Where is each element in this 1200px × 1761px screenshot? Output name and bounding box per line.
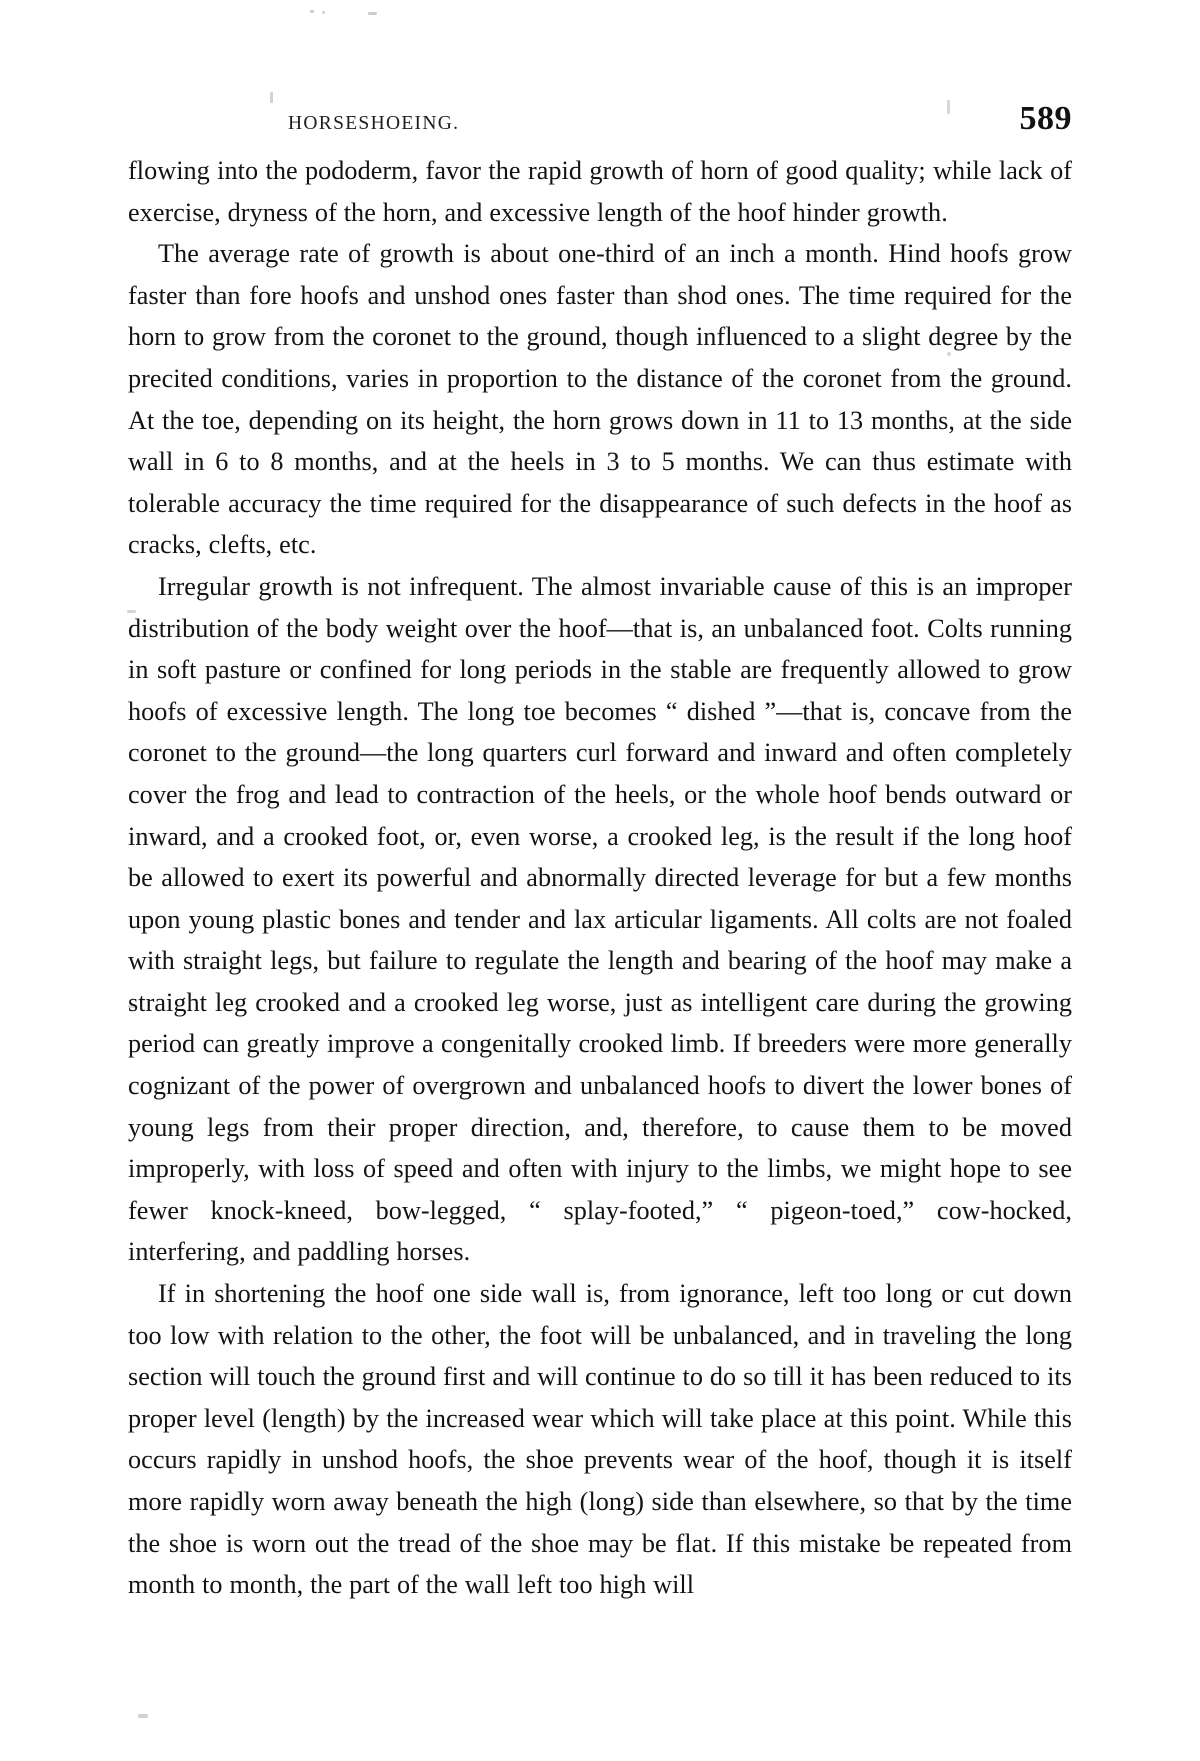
- page-number: 589: [1019, 100, 1072, 137]
- running-head: HORSESHOEING.: [288, 113, 460, 134]
- scan-speck: [368, 12, 377, 15]
- scan-speck: [322, 11, 325, 14]
- paragraph: The average rate of growth is about one-third of an inch a month. Hind hoofs grow faster than fore hoofs and unshod ones faster than shod ones. The time required for the horn to grow from the coronet to the ground, though influenced to a slight degree by the precited conditions, varies in proportion to the distance of the coronet from the ground. At the toe, depending on its height, the horn grows down in 11 to 13 months, at the side wall in 6 to 8 months, and at the heels in 3 to 5 months. We can thus estimate with tolerable accuracy the time required for the disappearance of such defects in the hoof as cracks, clefts, etc.: [128, 239, 1072, 560]
- paragraph: flowing into the pododerm, favor the rapid growth of horn of good quality; while lack of exercise, dryness of the horn, and excessive length of the hoof hinder growth.: [128, 156, 1072, 227]
- paragraph: If in shortening the hoof one side wall is, from ignorance, left too long or cut down too low with relation to the other, the foot will be unbalanced, and in traveling the long section will touch the ground first and will continue to do so till it has been reduced to its proper level (length) by the increased wear which will take place at this point. While this occurs rapidly in unshod hoofs, the shoe prevents wear of the hoof, though it is itself more rapidly worn away beneath the high (long) side than elsewhere, so that by the time the shoe is worn out the tread of the shoe may be flat. If this mistake be repeated from month to month, the part of the wall left too high will: [128, 1279, 1072, 1600]
- body-text: [128, 150, 1072, 1606]
- page-header: [128, 100, 1072, 138]
- paragraph: Irregular growth is not infrequent. The almost invariable cause of this is an improper distribution of the body weight over the hoof—that is, an unbalanced foot. Colts running in soft pasture or confined for long periods in the stable are frequently allowed to grow hoofs of excessive length. The long toe becomes “ dished ”—that is, concave from the coronet to the ground—the long quarters curl forward and inward and often completely cover the frog and lead to contraction of the heels, or the whole hoof bends outward or inward, and a crooked foot, or, even worse, a crooked leg, is the result if the long hoof be allowed to exert its powerful and abnormally directed leverage for but a few months upon young plastic bones and tender and lax articular ligaments. All colts are not foaled with straight legs, but failure to regulate the length and bearing of the hoof may make a straight leg crooked and a crooked leg worse, just as intelligent care during the growing period can greatly improve a congenitally crooked limb. If breeders were more generally cognizant of the power of overgrown and unbalanced hoofs to divert the lower bones of young legs from their proper direction, and, therefore, to cause them to be moved improperly, with loss of speed and often with injury to the limbs, we might hope to see fewer knock-kneed, bow-legged, “ splay-footed,” “ pigeon-toed,” cow-hocked, interfering, and paddling horses.: [128, 571, 1072, 1267]
- scan-speck: [138, 1714, 148, 1718]
- scan-speck: [310, 10, 314, 13]
